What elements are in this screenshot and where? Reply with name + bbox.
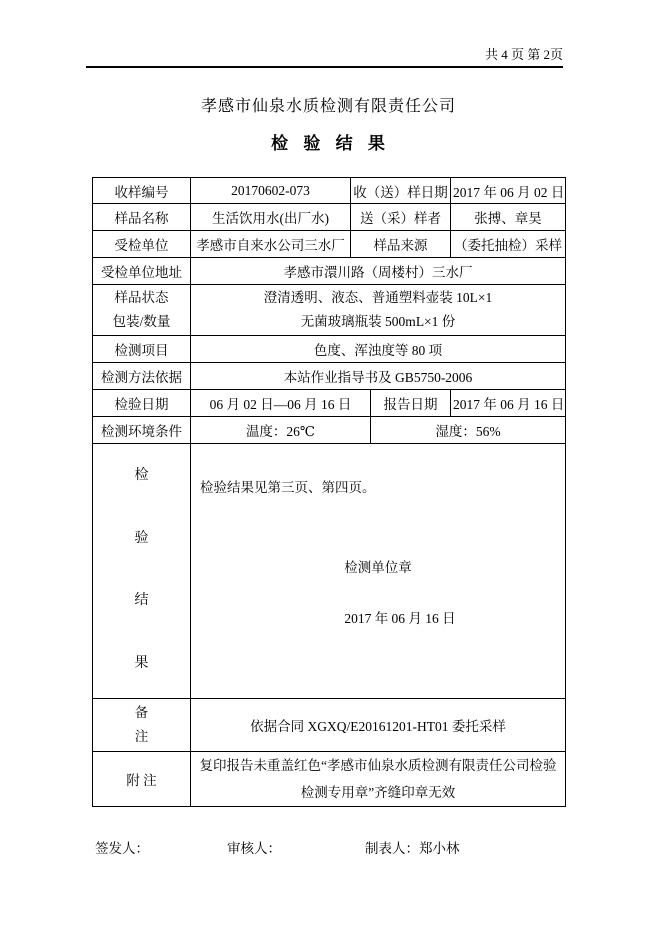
environment-temperature: 温度：26℃ [191, 417, 371, 444]
report-title: 检 验 结 果 [271, 134, 386, 153]
remark-label [93, 699, 191, 752]
table-row [93, 285, 566, 336]
report-date-label: 报告日期 [371, 390, 451, 417]
sample-source-value: （委托抽检）采样 [451, 231, 566, 258]
method-basis-label: 检测方法依据 [93, 363, 191, 390]
test-items-label: 检测项目 [93, 336, 191, 363]
table-row [93, 231, 566, 258]
receive-date-value: 2017 年 06 月 02 日 [451, 178, 566, 204]
unit-address-label: 受检单位地址 [93, 258, 191, 285]
inspected-unit-value: 孝感市自来水公司三水厂 [191, 231, 351, 258]
note-value: 复印报告未重盖红色“孝感市仙泉水质检测有限责任公司检验检测专用章”齐缝印章无效 [191, 752, 566, 807]
signature-row [95, 837, 657, 857]
sampler-label: 送（采）样者 [351, 204, 451, 231]
sample-state-label [93, 285, 191, 336]
reviewer-label: 审核人： [227, 841, 281, 856]
test-date-label: 检验日期 [93, 390, 191, 417]
table-row [93, 178, 566, 204]
result-label-char: 果 [134, 655, 149, 671]
seal-date: 2017 年 06 月 16 日 [344, 611, 456, 626]
environment-label: 检测环境条件 [93, 417, 191, 444]
sample-state-value-line2: 无菌玻璃瓶装 500mL×1 份 [300, 314, 456, 329]
sample-name-label: 样品名称 [93, 204, 191, 231]
report-date-value: 2017 年 06 月 16 日 [451, 390, 566, 417]
result-note: 检验结果见第三页、第四页。 [200, 480, 376, 495]
result-section-label [93, 444, 191, 699]
sample-state-value-line1: 澄清透明、液态、普通塑料壶装 10L×1 [263, 290, 493, 305]
inspection-result-table [92, 177, 566, 807]
company-title: 孝感市仙泉水质检测有限责任公司 [200, 98, 456, 115]
table-row [93, 363, 566, 390]
sample-state-label-line2: 包装/数量 [112, 314, 171, 329]
table-row [93, 258, 566, 285]
result-label-vertical [95, 464, 188, 672]
sample-state-value [191, 285, 566, 336]
method-basis-value: 本站作业指导书及 GB5750-2006 [191, 363, 566, 390]
table-row [93, 417, 566, 444]
unit-address-value: 孝感市澴川路（周楼村）三水厂 [191, 258, 566, 285]
table-row [93, 699, 566, 752]
preparer [365, 837, 460, 857]
issuer-label: 签发人： [95, 841, 149, 856]
sample-state-label-line1: 样品状态 [114, 290, 169, 305]
remark-label-vertical [95, 701, 188, 749]
receive-date-label: 收（送）样日期 [351, 178, 451, 204]
test-date-value: 06 月 02 日—06 月 16 日 [191, 390, 371, 417]
remark-label-char: 注 [134, 729, 149, 744]
table-row [93, 444, 566, 699]
sample-source-label: 样品来源 [351, 231, 451, 258]
result-section-content [191, 444, 566, 699]
sampler-value: 张搏、章昊 [451, 204, 566, 231]
table-row [93, 204, 566, 231]
environment-humidity: 湿度：56% [371, 417, 566, 444]
remark-label-char: 备 [134, 705, 149, 720]
table-row [93, 390, 566, 417]
result-label-char: 验 [134, 530, 149, 546]
result-label-char: 检 [134, 468, 149, 483]
inspected-unit-label: 受检单位 [93, 231, 191, 258]
preparer-name: 郑小林 [419, 841, 460, 856]
remark-value: 依据合同 XGXQ/E20161201-HT01 委托采样 [191, 699, 566, 752]
table-row [93, 752, 566, 807]
seal-placeholder-label: 检测单位章 [344, 560, 412, 575]
sample-name-value: 生活饮用水(出厂水) [191, 204, 351, 231]
page-number-header: 共 4 页 第 2页 [86, 44, 563, 68]
sample-no-value: 20170602-073 [191, 178, 351, 204]
sample-no-label: 收样编号 [93, 178, 191, 204]
preparer-label: 制表人： [365, 841, 419, 856]
result-label-char: 结 [134, 593, 149, 609]
table-row [93, 336, 566, 363]
test-items-value: 色度、浑浊度等 80 项 [191, 336, 566, 363]
note-label: 附 注 [93, 752, 191, 807]
